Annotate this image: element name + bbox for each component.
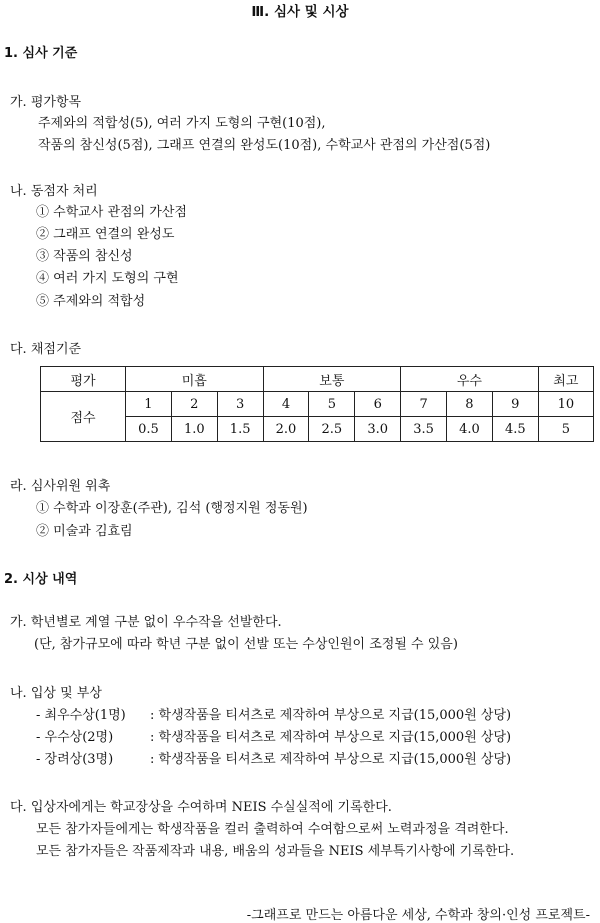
tiebreak-item: ② 그래프 연결의 완성도 <box>36 227 175 242</box>
s2-da-line2: 모든 참가자들은 작품제작과 내용, 배움의 성과들을 NEIS 세부특기사항에 기록한다. <box>36 844 515 859</box>
level-cell: 4 <box>263 392 309 417</box>
tiebreak-item: ① 수학교사 관점의 가산점 <box>36 205 187 220</box>
table-header-cell: 보통 <box>263 367 401 392</box>
s1-ga-line1: 주제와의 적합성(5), 여러 가지 도형의 구현(10점), <box>38 116 326 131</box>
row-label-cell: 점수 <box>41 392 126 442</box>
s1-ga-title: 가. 평가항목 <box>10 95 82 110</box>
s2-da-title: 다. 입상자에게는 학교장상을 수여하며 NEIS 수실실적에 기록한다. <box>10 800 392 815</box>
award-name: - 우수상(2명) <box>36 730 114 745</box>
level-cell: 9 <box>492 392 538 417</box>
level-cell: 1 <box>126 392 172 417</box>
table-row <box>41 392 594 417</box>
s2-ga-note: (단, 참가규모에 따라 학년 구분 없이 선발 또는 수상인원이 조정될 수 있음) <box>34 637 458 652</box>
s1-ga-line2: 작품의 참신성(5점), 그래프 연결의 완성도(10점), 수학교사 관점의 가산점(5점) <box>38 138 491 153</box>
score-cell: 3.5 <box>401 417 447 442</box>
table-header-cell: 미흡 <box>126 367 264 392</box>
level-cell: 8 <box>447 392 493 417</box>
page-title: Ⅲ. 심사 및 시상 <box>251 4 349 20</box>
level-cell: 10 <box>538 392 593 417</box>
score-cell: 4.5 <box>492 417 538 442</box>
s2-na-title: 나. 입상 및 부상 <box>10 686 102 701</box>
s2-da-line1: 모든 참가자들에게는 학생작품을 컬러 출력하여 수여함으로써 노력과정을 격려한다. <box>36 822 509 837</box>
s1-da-title: 다. 채점기준 <box>10 342 82 357</box>
award-desc: : 학생작품을 티셔츠로 제작하여 부상으로 지급(15,000원 상당) <box>150 730 512 745</box>
score-cell: 2.5 <box>309 417 355 442</box>
score-cell: 1.0 <box>171 417 217 442</box>
award-name: - 최우수상(1명) <box>36 708 126 723</box>
s2-ga-title: 가. 학년별로 계열 구분 없이 우수작을 선발한다. <box>10 615 282 630</box>
score-cell: 2.0 <box>263 417 309 442</box>
score-cell: 1.5 <box>217 417 263 442</box>
level-cell: 2 <box>171 392 217 417</box>
score-cell: 5 <box>538 417 593 442</box>
score-cell: 4.0 <box>447 417 493 442</box>
award-desc: : 학생작품을 티셔츠로 제작하여 부상으로 지급(15,000원 상당) <box>150 752 512 767</box>
level-cell: 3 <box>217 392 263 417</box>
tiebreak-item: ④ 여러 가지 도형의 구현 <box>36 271 179 286</box>
score-cell: 3.0 <box>355 417 401 442</box>
level-cell: 7 <box>401 392 447 417</box>
judge-item: ① 수학과 이장훈(주관), 김석 (행정지원 정동원) <box>36 501 308 516</box>
footer-slogan: -그래프로 만드는 아름다운 세상, 수학과 창의·인성 프로젝트- <box>246 908 590 923</box>
section-2-heading: 2. 시상 내역 <box>4 572 78 587</box>
tiebreak-item: ③ 작품의 참신성 <box>36 249 133 264</box>
s1-ra-title: 라. 심사위원 위촉 <box>10 479 111 494</box>
level-cell: 5 <box>309 392 355 417</box>
judge-item: ② 미술과 김효림 <box>36 524 133 539</box>
tiebreak-item: ⑤ 주제와의 적합성 <box>36 294 146 309</box>
section-1-heading: 1. 심사 기준 <box>4 46 78 61</box>
table-header-cell: 평가 <box>41 367 126 392</box>
score-cell: 0.5 <box>126 417 172 442</box>
table-header-cell: 최고 <box>538 367 593 392</box>
table-header-row <box>41 367 594 392</box>
table-header-cell: 우수 <box>401 367 539 392</box>
award-desc: : 학생작품을 티셔츠로 제작하여 부상으로 지급(15,000원 상당) <box>150 708 512 723</box>
award-name: - 장려상(3명) <box>36 752 114 767</box>
s1-na-title: 나. 동점자 처리 <box>10 184 98 199</box>
level-cell: 6 <box>355 392 401 417</box>
scoring-table <box>40 366 594 442</box>
